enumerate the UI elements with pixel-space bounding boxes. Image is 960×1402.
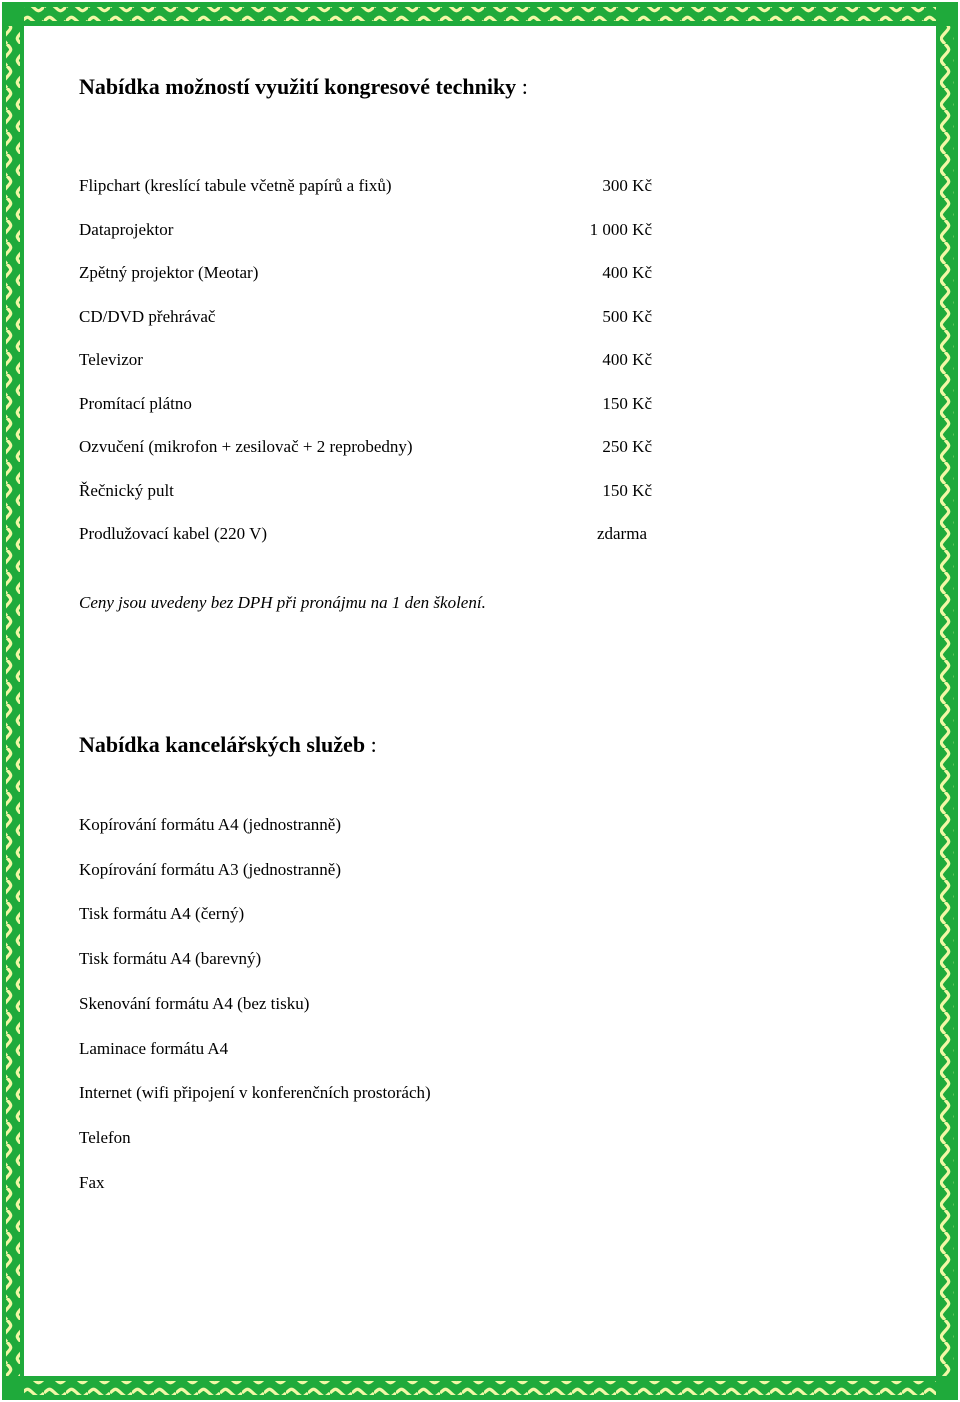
service-item: Laminace formátu A4 xyxy=(79,1039,229,1058)
equipment-name: Zpětný projektor (Meotar) xyxy=(79,263,259,282)
service-item: Internet (wifi připojení v konferenčních prostorách) xyxy=(79,1083,431,1102)
equipment-price: 400 Kč xyxy=(602,263,652,282)
service-item: Tisk formátu A4 (černý) xyxy=(79,904,245,923)
equipment-row xyxy=(79,394,654,418)
equipment-name: Ozvučení (mikrofon + zesilovač + 2 reprobedny) xyxy=(79,437,413,456)
section-title-text: Nabídka možností využití kongresové techniky xyxy=(79,74,517,99)
service-item: Fax xyxy=(79,1173,105,1192)
equipment-name: Televizor xyxy=(79,350,143,369)
equipment-row xyxy=(79,437,654,461)
equipment-price: 400 Kč xyxy=(602,350,652,369)
equipment-name: CD/DVD přehrávač xyxy=(79,307,216,326)
equipment-price: 500 Kč xyxy=(602,307,652,326)
section-title-colon: : xyxy=(365,732,377,757)
equipment-price: 1 000 Kč xyxy=(589,220,652,239)
service-item: Kopírování formátu A4 (jednostranně) xyxy=(79,815,342,834)
equipment-name: Dataprojektor xyxy=(79,220,174,239)
equipment-row xyxy=(79,524,654,548)
section-title-colon: : xyxy=(516,74,528,99)
equipment-name: Promítací plátno xyxy=(79,394,192,413)
equipment-row xyxy=(79,481,654,505)
equipment-name: Prodlužovací kabel (220 V) xyxy=(79,524,268,543)
equipment-name: Řečnický pult xyxy=(79,481,174,500)
section-title-conference-equipment xyxy=(79,74,528,100)
equipment-price: 300 Kč xyxy=(602,176,652,195)
equipment-price: 150 Kč xyxy=(602,481,652,500)
price-note: Ceny jsou uvedeny bez DPH při pronájmu na 1 den školení. xyxy=(79,593,486,612)
equipment-row xyxy=(79,263,654,287)
equipment-row xyxy=(79,220,654,244)
equipment-row xyxy=(79,176,654,200)
service-item: Tisk formátu A4 (barevný) xyxy=(79,949,262,968)
equipment-row xyxy=(79,307,654,331)
service-item: Skenování formátu A4 (bez tisku) xyxy=(79,994,310,1013)
equipment-row xyxy=(79,350,654,374)
service-item: Telefon xyxy=(79,1128,131,1147)
service-item: Kopírování formátu A3 (jednostranně) xyxy=(79,860,342,879)
equipment-name: Flipchart (kreslící tabule včetně papírů a fixů) xyxy=(79,176,392,195)
equipment-price: 150 Kč xyxy=(602,394,652,413)
section-title-office-services xyxy=(79,732,377,758)
equipment-price: zdarma xyxy=(596,524,647,543)
equipment-price: 250 Kč xyxy=(602,437,652,456)
section-title-text: Nabídka kancelářských služeb xyxy=(79,732,366,757)
